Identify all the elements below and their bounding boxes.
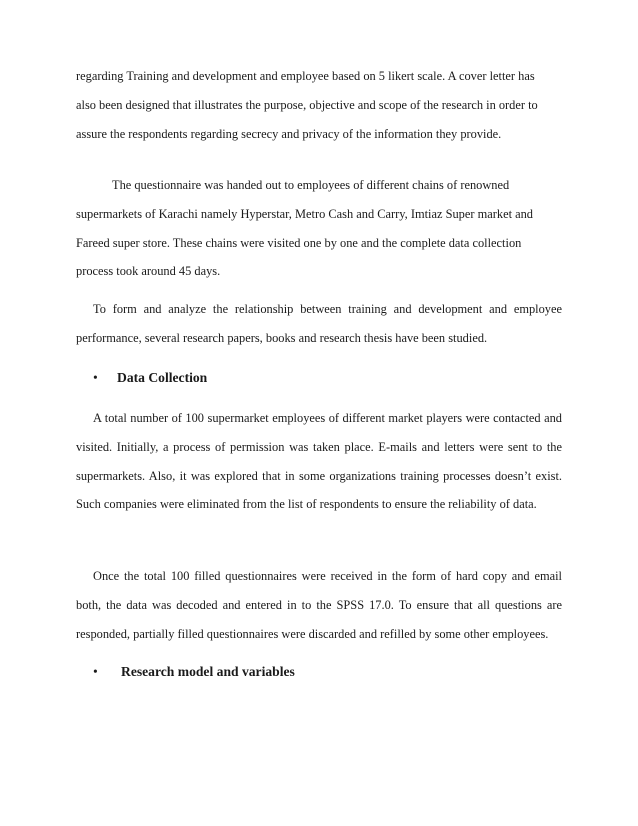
paragraph-text: Once the total 100 filled questionnaires were received in the form of hard copy and email both, the data was decoded and entered in to the SPSS 17.0. To ensure that all questions are responded, partially filled questionnaires were discarded and refilled by some other employees. (76, 569, 562, 641)
paragraph-questionnaire (76, 171, 546, 286)
heading-text: Data Collection (117, 370, 208, 385)
paragraph-text: A total number of 100 supermarket employees of different market players were contacted and visited. Initially, a process of permission was taken place. E-mails and letters were sent to the supermarkets. Also, it was explored that in some organizations training processes doesn’t exist. Such companies were eliminated from the list of respondents to ensure the reliability of data. (76, 411, 562, 512)
paragraph-text: To form and analyze the relationship between training and development and employee performance, several research papers, books and research thesis have been studied. (76, 302, 562, 345)
heading-text: Research model and variables (121, 664, 295, 679)
heading-data-collection (93, 368, 207, 388)
heading-research-model (93, 662, 295, 682)
paragraph-data-collection (76, 404, 562, 519)
paragraph-text: regarding Training and development and employee based on 5 likert scale. A cover letter has also been designed that illustrates the purpose, objective and scope of the research in order to assure the respondents regarding secrecy and privacy of the information they provide. (76, 69, 538, 141)
bullet-icon: • (93, 664, 98, 679)
paragraph-questionnaires-received (76, 562, 562, 648)
paragraph-likert-scale (76, 62, 554, 148)
bullet-icon: • (93, 370, 98, 385)
paragraph-text: The questionnaire was handed out to employees of different chains of renowned supermarkets of Karachi namely Hyperstar, Metro Cash and Carry, Imtiaz Super market and Fareed super store. These chains were visited one by one and the complete data collection process took around 45 days. (76, 178, 533, 279)
paragraph-relationship-study (76, 295, 562, 353)
